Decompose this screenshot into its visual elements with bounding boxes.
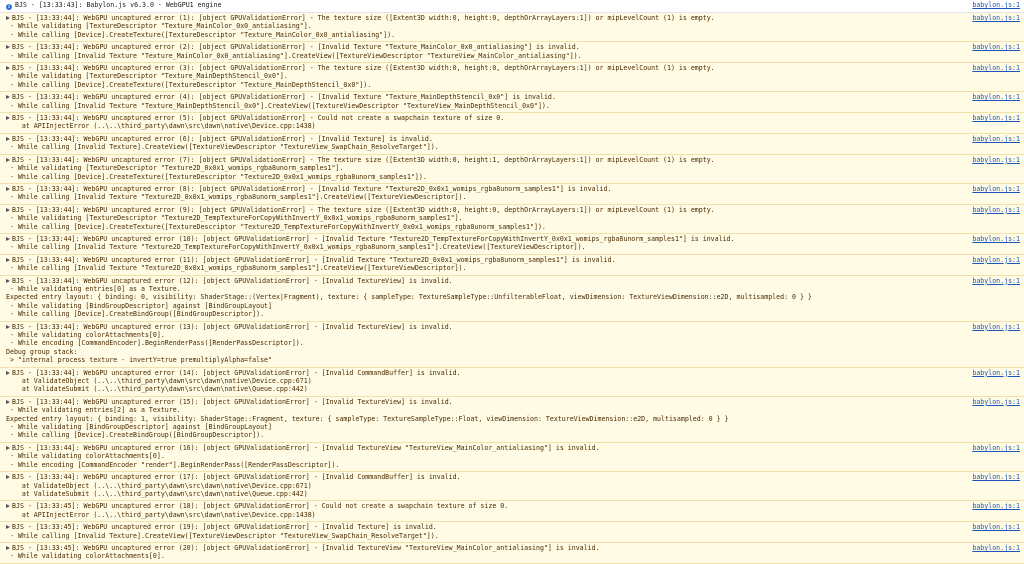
console-message-detail: [6, 377, 964, 385]
console-message-text: [6, 206, 964, 214]
console-message-text: [6, 369, 964, 377]
console-text: BJS - [13:33:44]: WebGPU uncaptured error (5): [object GPUValidationError] - Could not create a swapchain texture of size 0.: [12, 114, 505, 123]
console-text: at APIInjectError (..\..\third_party\dawn\src\dawn\native\Device.cpp:1438): [6, 122, 316, 131]
console-message-detail: [6, 356, 964, 364]
source-link[interactable]: babylon.js:1: [972, 64, 1020, 73]
console-text: BJS - [13:33:43]: Babylon.js v6.3.0 - WebGPU1 engine: [15, 1, 222, 9]
triangle-right-icon[interactable]: [6, 446, 10, 450]
console-text: BJS - [13:33:44]: WebGPU uncaptured error (11): [object GPUValidationError] - [Invalid Texture "Texture2D_0x0x1_womips_rgba8unorm_samples1"] is invalid.: [12, 255, 616, 264]
console-message-text: [6, 473, 964, 481]
source-link[interactable]: babylon.js:1: [972, 523, 1020, 532]
triangle-right-icon[interactable]: [6, 158, 10, 162]
console-text: - While calling [Invalid Texture "Texture_MainColor_0x0_antialiasing"].CreateView([TextureViewDescriptor "TextureView_MainColor_antialiasing"]).: [6, 51, 582, 60]
console-message-warning[interactable]: [0, 42, 1024, 63]
console-text: - While calling [Invalid Texture "Texture2D_0x0x1_womips_rgba8unorm_samples1"].CreateView([TextureViewDescriptor]).: [6, 264, 467, 273]
console-message-detail: [6, 431, 964, 439]
console-text: - While encoding [CommandEncoder].BeginRenderPass([RenderPassDescriptor]).: [6, 339, 304, 348]
console-message-text: [6, 277, 964, 285]
console-message-detail: [6, 264, 964, 272]
console-message-detail: [6, 406, 964, 414]
console-text: BJS - [13:33:44]: WebGPU uncaptured error (12): [object GPUValidationError] - [Invalid TextureView] is invalid.: [12, 276, 453, 285]
console-text: - While calling [Device].CreateTexture([TextureDescriptor "Texture2D_0x0x1_womips_rgba8unorm_samples1"]).: [6, 172, 427, 181]
source-link[interactable]: babylon.js:1: [972, 43, 1020, 52]
triangle-right-icon[interactable]: [6, 208, 10, 212]
console-message-text: [6, 235, 964, 243]
console-text: BJS - [13:33:44]: WebGPU uncaptured error (4): [object GPUValidationError] - [Invalid Texture "Texture_MainDepthStencil_0x0"] is invalid.: [12, 93, 556, 102]
console-message-text: [6, 544, 964, 552]
console-message-detail: [6, 243, 964, 251]
triangle-right-icon[interactable]: [6, 237, 10, 241]
triangle-right-icon[interactable]: [6, 371, 10, 375]
console-message-detail: [6, 452, 964, 460]
triangle-right-icon[interactable]: [6, 45, 10, 49]
console-message-detail: [6, 482, 964, 490]
console-text: - While calling [Device].CreateTexture([TextureDescriptor "Texture_MainDepthStencil_0x0"]).: [6, 80, 372, 89]
triangle-right-icon[interactable]: [6, 137, 10, 141]
source-link[interactable]: babylon.js:1: [972, 443, 1020, 452]
source-link[interactable]: babylon.js:1: [972, 322, 1020, 331]
console-text: - While validating [TextureDescriptor "Texture_MainDepthStencil_0x0"].: [6, 72, 288, 81]
console-message-detail: [6, 423, 964, 431]
console-message-detail: [6, 532, 964, 540]
console-message-detail: [6, 511, 964, 519]
console-message-warning[interactable]: [0, 472, 1024, 501]
console-text: - While validating entries[2] as a Texture.: [6, 406, 181, 415]
console-text: BJS - [13:33:44]: WebGPU uncaptured error (16): [object GPUValidationError] - [Invalid TextureView "TextureView_MainColor_antialiasing"] is invalid.: [12, 443, 600, 452]
source-link[interactable]: babylon.js:1: [972, 14, 1020, 22]
source-link[interactable]: babylon.js:1: [972, 234, 1020, 243]
console-message-warning[interactable]: [0, 522, 1024, 543]
console-message-text: [6, 156, 964, 164]
source-link[interactable]: babylon.js:1: [972, 1, 1020, 9]
console-text: - While calling [Invalid Texture "Texture_MainDepthStencil_0x0"].CreateView([TextureViewDescriptor "TextureView_MainDepthStencil_0x0"]).: [6, 101, 550, 110]
triangle-right-icon[interactable]: [6, 546, 10, 550]
console-message-text: [6, 444, 964, 452]
console-text: - While validating [TextureDescriptor "Texture2D_0x0x1_womips_rgba8unorm_samples1"].: [6, 164, 344, 173]
console-text: at ValidateSubmit (..\..\third_party\dawn\src\dawn\native\Queue.cpp:442): [6, 385, 308, 394]
console-message-warning[interactable]: [0, 397, 1024, 443]
console-text: > "internal process texture - invertY=true premultiplyAlpha=false": [6, 356, 272, 365]
console-text: BJS - [13:33:44]: WebGPU uncaptured error (13): [object GPUValidationError] - [Invalid TextureView] is invalid.: [12, 322, 453, 331]
console-message-text: [6, 185, 964, 193]
console-message-text: [6, 1, 964, 10]
console-message-detail: [6, 72, 964, 80]
console-message-warning[interactable]: [0, 501, 1024, 522]
source-link[interactable]: babylon.js:1: [972, 205, 1020, 214]
console-text: Expected entry layout: { binding: 0, visibility: ShaderStage::(Vertex|Fragment), texture: { sampleType: TextureSampleType::UnfilterableFloat, viewDimension: TextureViewDimension::e2D, multisampled: 0 } }: [6, 293, 812, 302]
console-text: - While validating colorAttachments[0].: [6, 552, 165, 561]
console-message-warning[interactable]: [0, 322, 1024, 368]
console-text: BJS - [13:33:44]: WebGPU uncaptured error (2): [object GPUValidationError] - [Invalid Texture "Texture_MainColor_0x0_antialiasing"] is invalid.: [12, 43, 580, 52]
console-text: BJS - [13:33:44]: WebGPU uncaptured error (10): [object GPUValidationError] - [Invalid Texture "Texture2D_TempTextureForCopyWithInvertY_0x0x1_womips_rgba8unorm_samples1"] is invalid.: [12, 234, 735, 243]
console-message-warning[interactable]: [0, 134, 1024, 155]
console-message-warning[interactable]: [0, 443, 1024, 472]
source-link[interactable]: babylon.js:1: [972, 93, 1020, 102]
console-message-detail: [6, 385, 964, 393]
triangle-right-icon[interactable]: [6, 66, 10, 70]
console-message-detail: [6, 223, 964, 231]
console-text: - While validating [BindGroupDescriptor] against [BindGroupLayout]: [6, 423, 272, 432]
source-link[interactable]: babylon.js:1: [972, 397, 1020, 406]
console-text: - While calling [Invalid Texture].CreateView([TextureViewDescriptor "TextureView_SwapChain_ResolveTarget"]).: [6, 143, 439, 152]
console-text: at ValidateObject (..\..\third_party\dawn\src\dawn\native\Device.cpp:671): [6, 377, 312, 386]
console-text: - While validating [TextureDescriptor "Texture2D_TempTextureForCopyWithInvertY_0x0x1_womips_rgba8unorm_samples1"].: [6, 214, 463, 223]
console-text: BJS - [13:33:44]: WebGPU uncaptured error (9): [object GPUValidationError] - The texture size ([Extent3D width:0, height:0, depthOrArrayLayers:1]) or mipLevelCount (1) is empty.: [12, 205, 715, 214]
triangle-right-icon[interactable]: [6, 475, 10, 479]
console-message-text: [6, 523, 964, 531]
console-text: BJS - [13:33:44]: WebGPU uncaptured error (1): [object GPUValidationError] - The texture size ([Extent3D width:0, height:0, depthOrArrayLayers:1]) or mipLevelCount (1) is empty.: [12, 14, 715, 22]
source-link[interactable]: babylon.js:1: [972, 368, 1020, 377]
console-text: BJS - [13:33:44]: WebGPU uncaptured error (15): [object GPUValidationError] - [Invalid TextureView] is invalid.: [12, 397, 453, 406]
source-link[interactable]: babylon.js:1: [972, 543, 1020, 552]
triangle-right-icon[interactable]: [6, 325, 10, 329]
console-message-warning[interactable]: [0, 63, 1024, 92]
source-link[interactable]: babylon.js:1: [972, 502, 1020, 511]
console-text: - While validating colorAttachments[0].: [6, 331, 165, 339]
console-message-text: [6, 323, 964, 331]
console-message-detail: [6, 302, 964, 310]
console-text: at ValidateSubmit (..\..\third_party\dawn\src\dawn\native\Queue.cpp:442): [6, 489, 308, 498]
console-message-detail: [6, 331, 964, 339]
console-text: - While validating entries[0] as a Texture.: [6, 284, 181, 293]
triangle-right-icon[interactable]: [6, 400, 10, 404]
console-text: - While calling [Device].CreateTexture([TextureDescriptor "Texture_MainColor_0x0_antialiasing"]).: [6, 30, 396, 39]
console-message-detail: [6, 339, 964, 347]
console-message-warning[interactable]: [0, 155, 1024, 184]
console-text: Debug group stack:: [6, 347, 78, 356]
triangle-right-icon[interactable]: [6, 258, 10, 262]
console-message-detail: [6, 348, 964, 356]
source-link[interactable]: babylon.js:1: [972, 134, 1020, 143]
console-text: - While validating [TextureDescriptor "Texture_MainColor_0x0_antialiasing"].: [6, 22, 312, 31]
console-text: - While validating colorAttachments[0].: [6, 452, 165, 461]
console-message-detail: [6, 173, 964, 181]
console-text: BJS - [13:33:44]: WebGPU uncaptured error (7): [object GPUValidationError] - The texture size ([Extent3D width:0, height:1, depthOrArrayLayers:1]) or mipLevelCount (1) is empty.: [12, 155, 715, 164]
console-text: at ValidateObject (..\..\third_party\dawn\src\dawn\native\Device.cpp:671): [6, 481, 312, 490]
console-text: BJS - [13:33:44]: WebGPU uncaptured error (8): [object GPUValidationError] - [Invalid Texture "Texture2D_0x0x1_womips_rgba8unorm_samples1"] is invalid.: [12, 184, 612, 193]
console-message-detail: [6, 164, 964, 172]
console-message-info[interactable]: [0, 0, 1024, 13]
source-link[interactable]: babylon.js:1: [972, 184, 1020, 193]
console-text: BJS - [13:33:44]: WebGPU uncaptured error (6): [object GPUValidationError] - [Invalid Texture] is invalid.: [12, 134, 433, 143]
console-text: BJS - [13:33:44]: WebGPU uncaptured error (17): [object GPUValidationError] - [Invalid CommandBuffer] is invalid.: [12, 473, 461, 482]
console-message-text: [6, 43, 964, 51]
console-message-detail: [6, 122, 964, 130]
console-message-warning[interactable]: [0, 255, 1024, 276]
console-message-detail: [6, 490, 964, 498]
source-link[interactable]: babylon.js:1: [972, 155, 1020, 164]
console-text: - While encoding [CommandEncoder "render"].BeginRenderPass([RenderPassDescriptor]).: [6, 460, 340, 469]
console-message-detail: [6, 310, 964, 318]
console-message-detail: [6, 193, 964, 201]
console-message-warning[interactable]: [0, 205, 1024, 234]
console-message-warning[interactable]: [0, 276, 1024, 322]
console-text: - While validating [BindGroupDescriptor] against [BindGroupLayout]: [6, 301, 272, 310]
source-link[interactable]: babylon.js:1: [972, 473, 1020, 482]
console-message-detail: [6, 461, 964, 469]
console-message-detail: [6, 293, 964, 301]
triangle-right-icon[interactable]: [6, 504, 10, 508]
console-message-text: [6, 502, 964, 510]
console-message-text: [6, 398, 964, 406]
console-message-detail: [6, 214, 964, 222]
console-message-text: [6, 256, 964, 264]
console-message-text: [6, 93, 964, 101]
triangle-right-icon[interactable]: [6, 116, 10, 120]
console-message-detail: [6, 285, 964, 293]
console-text: Expected entry layout: { binding: 1, visibility: ShaderStage::Fragment, texture: { sampleType: TextureSampleType::Float, viewDimension: TextureViewDimension::e2D, multisampled: 0 } }: [6, 414, 729, 423]
console-message-text: [6, 135, 964, 143]
console-text: at APIInjectError (..\..\third_party\dawn\src\dawn\native\Device.cpp:1438): [6, 510, 316, 519]
console-text: - While calling [Invalid Texture "Texture2D_TempTextureForCopyWithInvertY_0x0x1_womips_rgba8unorm_samples1"].CreateView([TextureViewDescriptor]).: [6, 243, 586, 252]
triangle-right-icon[interactable]: [6, 279, 10, 283]
console-message-text: [6, 64, 964, 72]
console-text: BJS - [13:33:45]: WebGPU uncaptured error (18): [object GPUValidationError] - Could not create a swapchain texture of size 0.: [12, 502, 509, 511]
console-text: - While calling [Invalid Texture].CreateView([TextureViewDescriptor "TextureView_SwapChain_ResolveTarget"]).: [6, 531, 439, 540]
console-text: BJS - [13:33:44]: WebGPU uncaptured error (3): [object GPUValidationError] - The texture size ([Extent3D width:0, height:0, depthOrArrayLayers:1]) or mipLevelCount (1) is empty.: [12, 64, 715, 73]
console-message-warning[interactable]: [0, 113, 1024, 134]
console-message-text: [6, 114, 964, 122]
console-message-detail: [6, 81, 964, 89]
console-message-warning[interactable]: [0, 368, 1024, 397]
console-text: BJS - [13:33:45]: WebGPU uncaptured error (20): [object GPUValidationError] - [Invalid TextureView "TextureView_MainColor_antialiasing"] is invalid.: [12, 543, 600, 552]
source-link[interactable]: babylon.js:1: [972, 255, 1020, 264]
console-text: BJS - [13:33:44]: WebGPU uncaptured error (14): [object GPUValidationError] - [Invalid CommandBuffer] is invalid.: [12, 368, 461, 377]
console-message-warning[interactable]: [0, 184, 1024, 205]
console-text: - While calling [Device].CreateTexture([TextureDescriptor "Texture2D_TempTextureForCopyWithInvertY_0x0x1_womips_rgba8unorm_samples1"]).: [6, 222, 546, 231]
console-message-detail: [6, 552, 964, 560]
console-message-detail: [6, 31, 964, 39]
triangle-right-icon[interactable]: [6, 95, 10, 99]
console-message-warning[interactable]: [0, 92, 1024, 113]
source-link[interactable]: babylon.js:1: [972, 276, 1020, 285]
console-message-warning[interactable]: [0, 13, 1024, 42]
console-text: - While calling [Device].CreateBindGroup([BindGroupDescriptor]).: [6, 310, 265, 319]
triangle-right-icon[interactable]: [6, 525, 10, 529]
console-text: BJS - [13:33:45]: WebGPU uncaptured error (19): [object GPUValidationError] - [Invalid Texture] is invalid.: [12, 523, 437, 532]
source-link[interactable]: babylon.js:1: [972, 114, 1020, 123]
console-text: - While calling [Device].CreateBindGroup([BindGroupDescriptor]).: [6, 431, 265, 440]
console-message-text: [6, 14, 964, 22]
info-circle-icon: i: [7, 4, 11, 10]
console-message-detail: [6, 22, 964, 30]
triangle-right-icon[interactable]: [6, 187, 10, 191]
console-text: - While calling [Invalid Texture "Texture2D_0x0x1_womips_rgba8unorm_samples1"].CreateView([TextureViewDescriptor]).: [6, 193, 467, 202]
triangle-right-icon[interactable]: [6, 16, 10, 20]
console-message-detail: [6, 52, 964, 60]
console-message-detail: [6, 102, 964, 110]
console-message-warning[interactable]: [0, 543, 1024, 564]
console-message-detail: [6, 143, 964, 151]
console-message-warning[interactable]: [0, 234, 1024, 255]
console-message-detail: [6, 415, 964, 423]
